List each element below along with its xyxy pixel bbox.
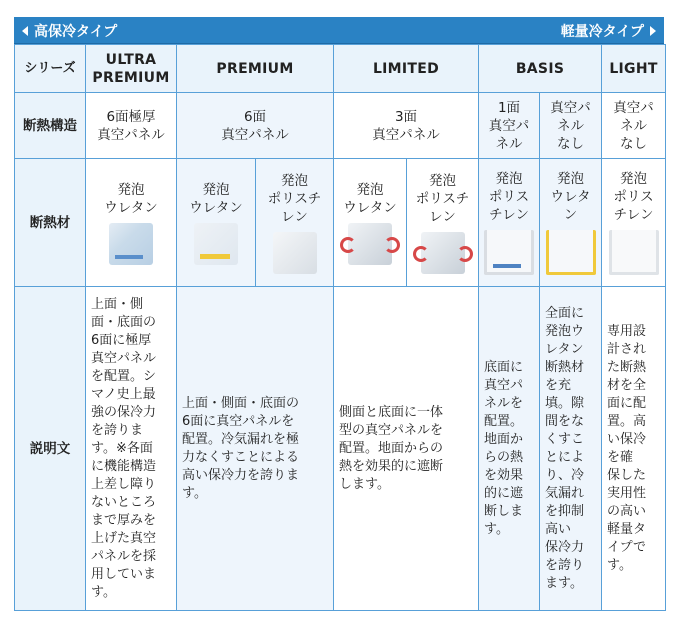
structure-row — [15, 93, 666, 159]
description-cell: 専用設 計され た断熱 材を全 面に配 置。高 い保冷 を確 保した 実用性 の高い 軽量タ イプで す。 — [602, 287, 666, 611]
high-insulation-label: 高保冷タイプ — [34, 24, 118, 40]
urethane-yellow-icon — [194, 223, 238, 265]
material-cell: 発泡 ウレタ ン — [540, 159, 602, 287]
box-white-icon — [609, 230, 659, 275]
series-row — [15, 45, 666, 93]
row-label-material: 断熱材 — [15, 159, 86, 287]
urethane-blue-icon — [109, 223, 153, 265]
material-cell: 発泡 ポリスチ レン — [407, 159, 479, 287]
structure-cell: 1面 真空パ ネル — [479, 93, 540, 159]
lightweight-label: 軽量冷タイプ — [560, 24, 644, 40]
arrow-left-icon — [22, 26, 28, 36]
structure-cell: 6面極厚 真空パネル — [86, 93, 177, 159]
high-insulation-link[interactable] — [22, 21, 117, 41]
box-blue-icon — [484, 230, 534, 275]
polystyrene-icon — [273, 232, 317, 274]
description-cell: 側面と底面に一体 型の真空パネルを 配置。地面からの 熱を効果的に遮断 します。 — [334, 287, 479, 611]
structure-cell: 真空パ ネル なし — [602, 93, 666, 159]
material-cell: 発泡 ウレタン — [86, 159, 177, 287]
series-basis: BASIS — [479, 45, 602, 93]
polystyrene-heat-icon — [421, 232, 465, 274]
description-cell: 全面に 発泡ウ レタン 断熱材 を充 填。隙 間をな くすこ とによ り、冷 気漏れ を抑制 高い 保冷力 を誇り ます。 — [540, 287, 602, 611]
lightweight-link[interactable] — [561, 21, 656, 41]
series-ultra-premium: ULTRA PREMIUM — [86, 45, 177, 93]
series-premium: PREMIUM — [177, 45, 334, 93]
description-cell: 上面・側 面・底面の 6面に極厚 真空パネル を配置。シ マノ史上最 強の保冷力 を誇りま す。※各面 に機能構造 上差し障り ないところ まで厚みを 上げた真空 パネルを採 用していま す。 — [86, 287, 177, 611]
row-label-structure: 断熱構造 — [15, 93, 86, 159]
description-cell: 上面・側面・底面の 6面に真空パネルを 配置。冷気漏れを極 力なくすことによる 高い保冷力を誇りま す。 — [177, 287, 334, 611]
structure-cell: 6面 真空パネル — [177, 93, 334, 159]
material-cell: 発泡 ポリス チレン — [602, 159, 666, 287]
comparison-table — [14, 44, 666, 611]
header-bar — [14, 17, 664, 44]
material-row — [15, 159, 666, 287]
material-cell: 発泡 ウレタン — [334, 159, 407, 287]
arrow-right-icon — [650, 26, 656, 36]
urethane-heat-icon — [348, 223, 392, 265]
structure-cell: 真空パ ネル なし — [540, 93, 602, 159]
material-cell: 発泡 ウレタン — [177, 159, 256, 287]
material-cell: 発泡 ポリス チレン — [479, 159, 540, 287]
row-label-description: 説明文 — [15, 287, 86, 611]
description-row — [15, 287, 666, 611]
box-yellow-icon — [546, 230, 596, 275]
row-label-series: シリーズ — [15, 45, 86, 93]
structure-cell: 3面 真空パネル — [334, 93, 479, 159]
material-cell: 発泡 ポリスチ レン — [256, 159, 334, 287]
series-light: LIGHT — [602, 45, 666, 93]
series-limited: LIMITED — [334, 45, 479, 93]
description-cell: 底面に 真空パ ネルを 配置。 地面か らの熱 を効果 的に遮 断しま す。 — [479, 287, 540, 611]
